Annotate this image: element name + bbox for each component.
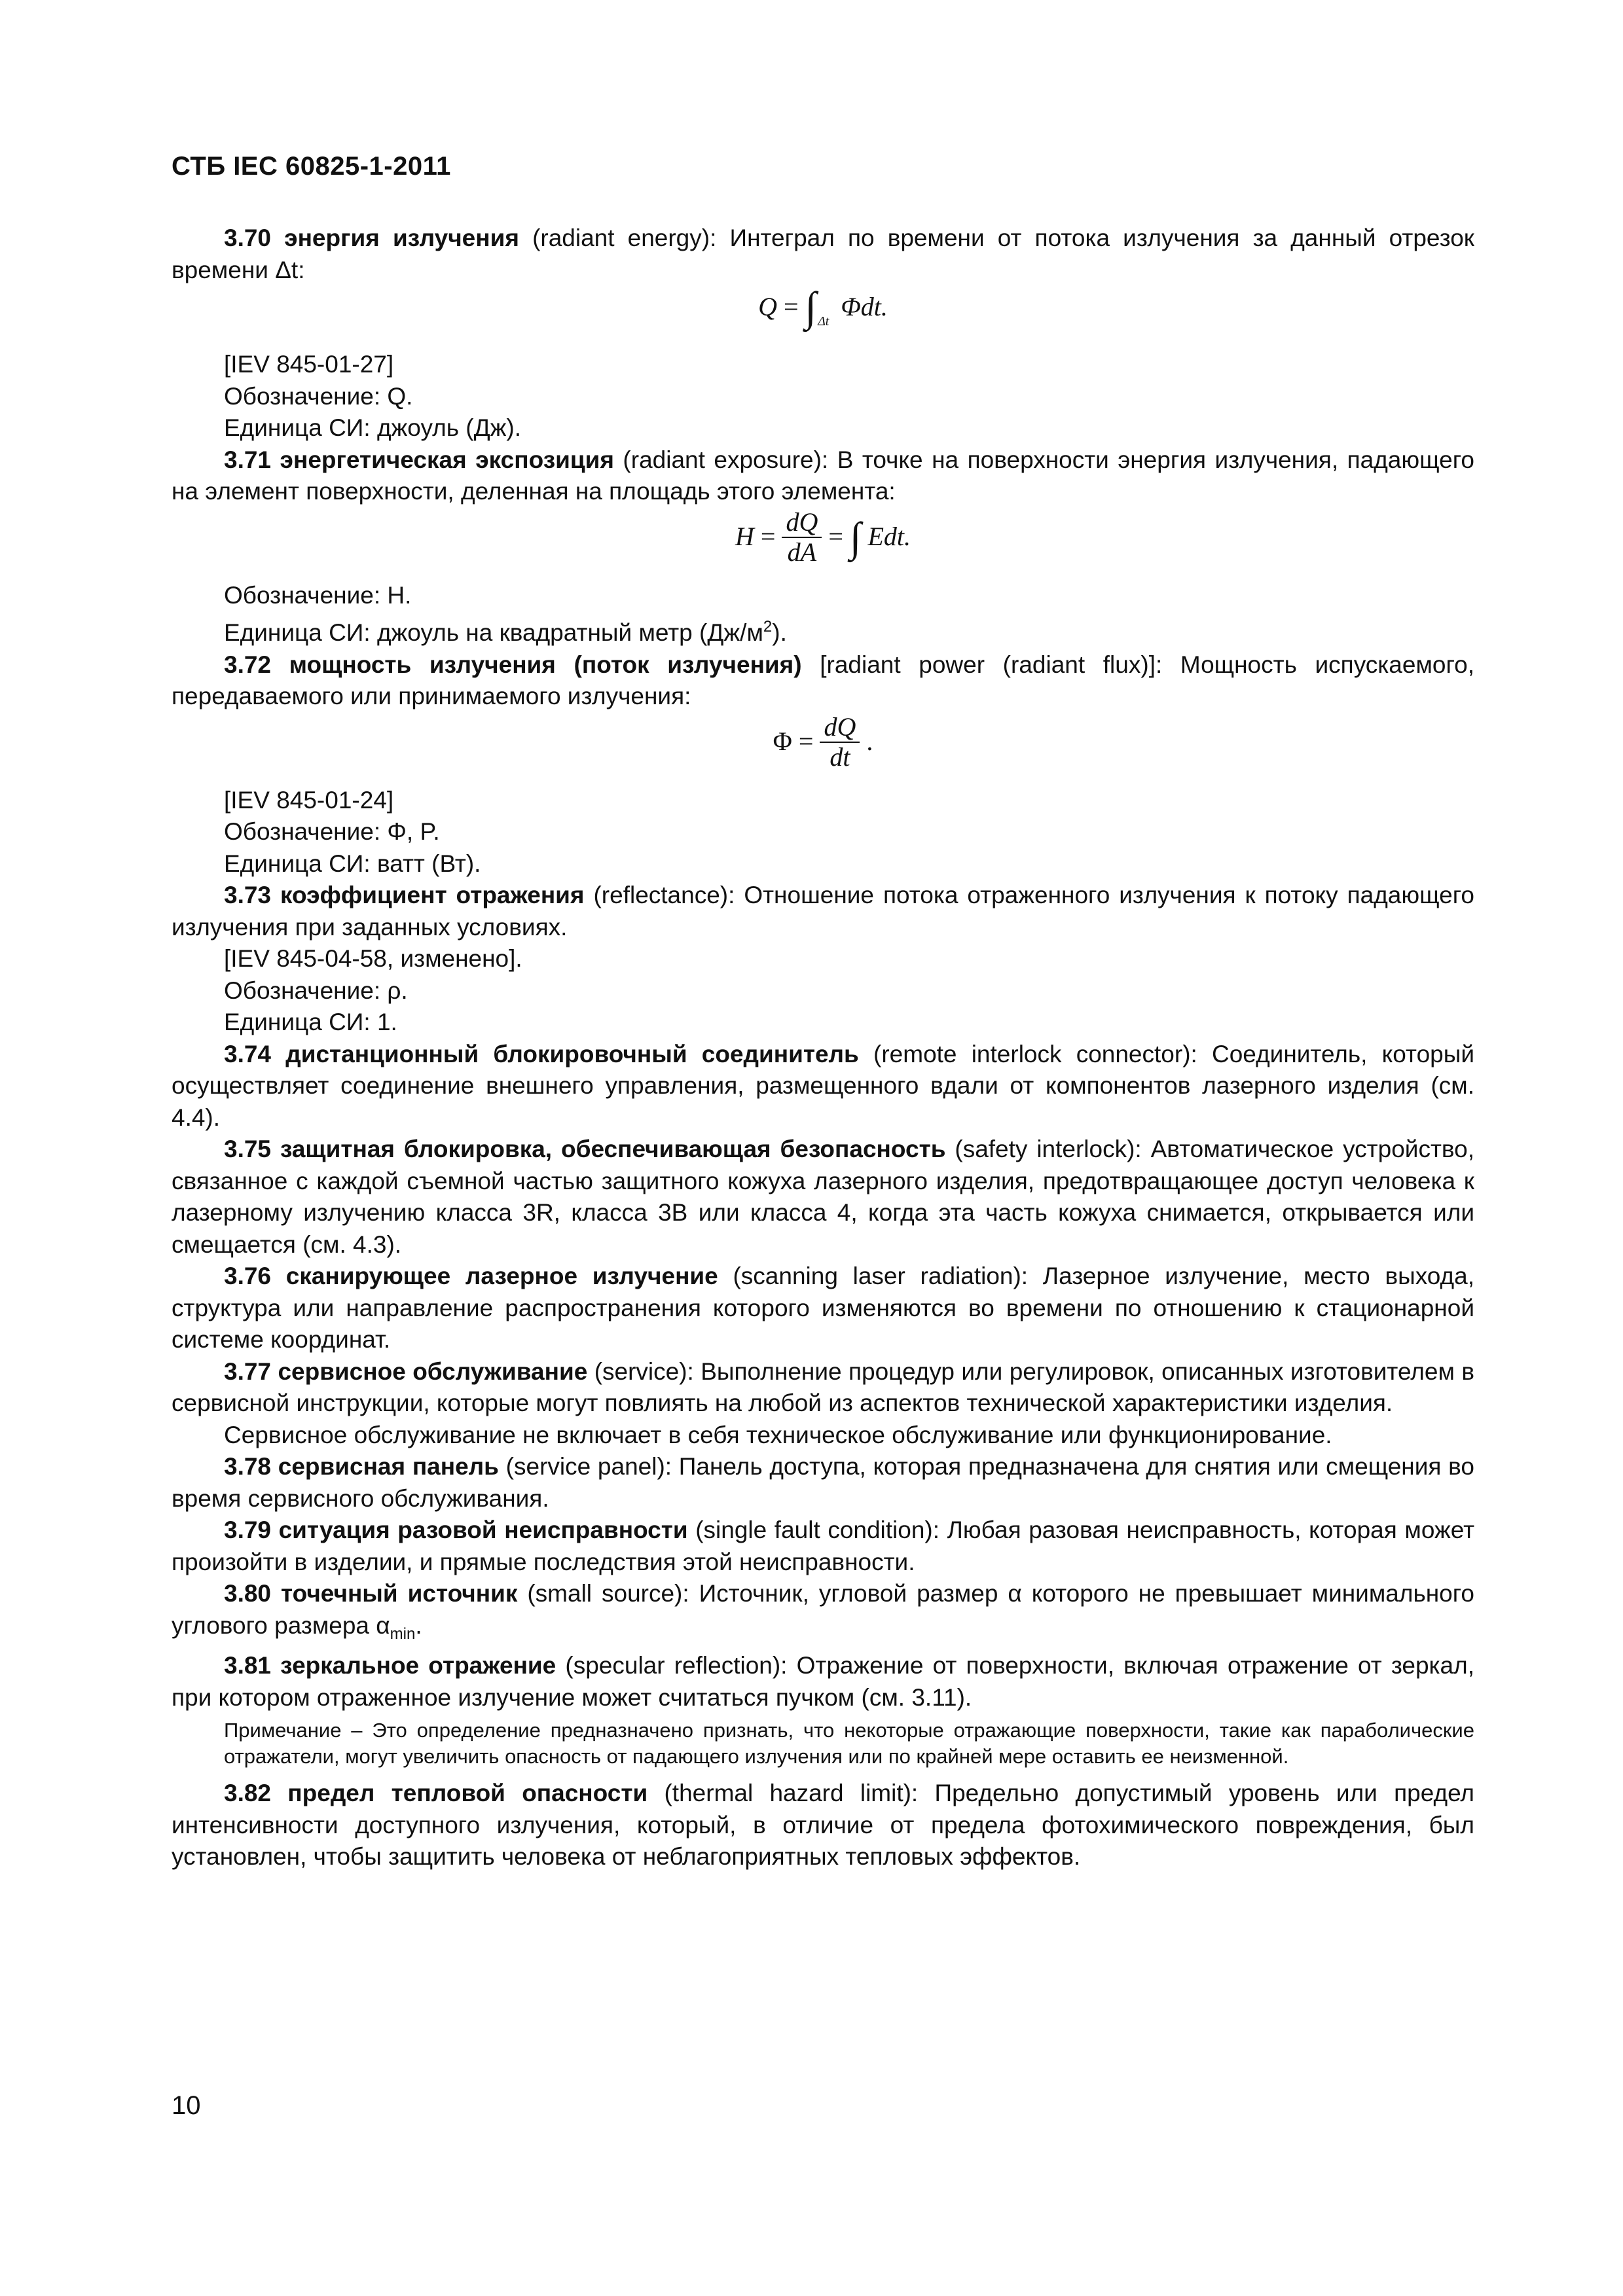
entry-text: (safety interlock): Автоматическое устройство, связанное с каждой съемной частью защитного кожуха лазерного изделия, предотвращающее доступ человека к лазерному излучению класса 3R, класса 3B или класса 4, когда эта часть кожуха снимается, открывается или смещается (см. 4.3). [172, 1136, 1474, 1258]
entry-number: 3.70 [224, 224, 272, 251]
entry-text: (thermal hazard limit): Предельно допустимый уровень или предел интенсивности доступного излучения, который, в отличие от предела фотохимического повреждения, был установлен, чтобы защитить человека от неблагоприятных тепловых эффектов. [172, 1780, 1475, 1870]
entry-number: 3.76 [224, 1263, 272, 1289]
formula-radiant-exposure [172, 508, 1474, 580]
fraction-denominator: dA [787, 537, 817, 567]
entry-3-73-unit: Единица СИ: 1. [224, 1009, 397, 1035]
formula-lhs: Φ [773, 726, 792, 757]
formula-lhs: Q [758, 291, 777, 321]
entry-3-70-ref: [IEV 845-01-27] [224, 351, 394, 378]
page-number: 10 [172, 2091, 201, 2120]
unit-superscript: 2 [763, 618, 773, 636]
entry-3-77-extra: Сервисное обслуживание не включает в себя техническое обслуживание или функционирование. [224, 1421, 1332, 1448]
entry-3-72 [172, 649, 1474, 713]
entry-3-71-unit [172, 611, 1474, 649]
formula-period: . [866, 726, 873, 757]
entry-term: сканирующее лазерное излучение [285, 1263, 718, 1289]
entry-3-76 [172, 1261, 1474, 1356]
entry-text: (single fault condition): Любая разовая неисправность, которая может произойти в изделии, и прямые последствия этой неисправности. [172, 1516, 1475, 1575]
formula-equals: = [783, 291, 799, 321]
entry-term: сервисная панель [278, 1453, 499, 1480]
document-header: СТБ IEC 60825-1-2011 [172, 152, 451, 181]
entry-text: (reflectance): Отношение потока отраженного излучения к потоку падающего излучения при заданных условиях. [172, 882, 1474, 941]
entry-3-79 [172, 1515, 1474, 1578]
fraction [782, 508, 822, 567]
integral-limit: Δt [818, 314, 830, 329]
entry-term: энергия излучения [284, 224, 519, 251]
entry-text: (small source): Источник, угловой размер α которого не превышает минимального углового размера α [172, 1580, 1475, 1639]
entry-number: 3.73 [224, 882, 272, 908]
entry-term: защитная блокировка, обеспечивающая безопасность [280, 1136, 946, 1162]
entry-number: 3.79 [224, 1516, 272, 1543]
entry-number: 3.78 [224, 1453, 272, 1480]
entry-3-72-symbol: Обозначение: Φ, P. [224, 818, 440, 845]
unit-text-end: ). [772, 619, 787, 646]
entry-text: (service panel): Панель доступа, которая предназначена для снятия или смещения во время сервисного обслуживания. [172, 1453, 1474, 1512]
entry-text: (remote interlock connector): Соединитель, который осуществляет соединение внешнего управления, размещенного вдали от компонентов лазерного изделия (см. 4.4). [172, 1040, 1474, 1131]
entry-number: 3.75 [224, 1136, 272, 1162]
entry-3-82 [172, 1778, 1474, 1873]
entry-term: энергетическая экспозиция [280, 446, 614, 473]
entry-text: (radiant exposure): В точке на поверхности энергия излучения, падающего на элемент поверхности, деленная на площадь этого элемента: [172, 446, 1474, 505]
entry-text: (specular reflection): Отражение от поверхности, включая отражение от зеркал, при котором отраженное излучение может считаться пучком (см. 3.11). [172, 1652, 1474, 1711]
entry-3-80 [172, 1578, 1474, 1650]
integral-sign: ∫ [849, 513, 862, 560]
document-body [172, 223, 1474, 1873]
fraction-numerator: dQ [782, 508, 822, 538]
entry-3-72-ref: [IEV 845-01-24] [224, 786, 394, 814]
entry-3-81-note: Примечание – Это определение предназначено признать, что некоторые отражающие поверхности, такие как параболические отражатели, могут увеличить опасность от падающего излучения или по крайней мере оставить ее неизменной. [224, 1719, 1474, 1768]
entry-3-71-symbol: Обозначение: H. [224, 581, 412, 609]
entry-3-72-unit: Единица СИ: ватт (Вт). [224, 850, 481, 877]
entry-3-70-symbol: Обозначение: Q. [224, 382, 413, 410]
fraction-denominator: dt [830, 742, 850, 772]
entry-3-73 [172, 880, 1474, 943]
entry-term: коэффициент отражения [280, 882, 585, 908]
entry-number: 3.80 [224, 1580, 272, 1607]
entry-text-end: . [415, 1611, 422, 1639]
entry-term: мощность излучения (поток излучения) [289, 651, 802, 678]
entry-3-75 [172, 1134, 1474, 1261]
entry-term: зеркальное отражение [280, 1652, 556, 1679]
unit-text: Единица СИ: джоуль на квадратный метр (Дж/м [224, 619, 763, 646]
formula-equals: = [798, 726, 814, 757]
entry-3-71 [172, 444, 1474, 508]
entry-3-73-symbol: Обозначение: ρ. [224, 977, 408, 1004]
formula-integrand: Φdt. [841, 291, 888, 321]
entry-text: (scanning laser radiation): Лазерное излучение, место выхода, структура или направление распространения которого изменяются во времени по отношению к стационарной системе координат. [172, 1263, 1475, 1353]
formula-radiant-power [172, 713, 1474, 785]
entry-3-73-ref: [IEV 845-04-58, изменено]. [224, 945, 522, 972]
entry-term: точечный источник [281, 1580, 518, 1607]
entry-number: 3.74 [224, 1040, 272, 1067]
entry-3-81 [172, 1650, 1474, 1713]
entry-number: 3.82 [224, 1780, 272, 1806]
entry-3-78 [172, 1451, 1474, 1515]
entry-term: дистанционный блокировочный соединитель [285, 1040, 859, 1067]
formula-integrand: Edt. [867, 522, 911, 552]
entry-text: [radiant power (radiant flux)]: Мощность испускаемого, передаваемого или принимаемого излучения: [172, 651, 1474, 709]
fraction [820, 713, 860, 772]
entry-term: сервисное обслуживание [278, 1357, 588, 1385]
entry-text: (radiant energy): Интеграл по времени от потока излучения за данный отрезок времени Δt: [172, 224, 1474, 283]
entry-term: предел тепловой опасности [287, 1780, 648, 1806]
entry-number: 3.81 [224, 1652, 272, 1679]
entry-3-74 [172, 1039, 1474, 1134]
entry-number: 3.71 [224, 446, 272, 473]
entry-text: (service): Выполнение процедур или регулировок, описанных изготовителем в сервисной инструкции, которые могут повлиять на любой из аспектов технической характеристики изделия. [172, 1357, 1474, 1416]
formula-radiant-energy [172, 283, 1474, 349]
fraction-numerator: dQ [820, 713, 860, 743]
entry-number: 3.77 [224, 1357, 272, 1385]
entry-3-70-unit: Единица СИ: джоуль (Дж). [224, 414, 522, 441]
entry-number: 3.72 [224, 651, 272, 678]
integral-sign: ∫ [805, 283, 817, 330]
formula-equals-2: = [828, 522, 843, 552]
entry-3-70 [172, 223, 1474, 286]
formula-equals: = [760, 522, 776, 552]
entry-term: ситуация разовой неисправности [278, 1516, 688, 1543]
formula-lhs: H [735, 522, 754, 552]
entry-3-77 [172, 1356, 1474, 1420]
alpha-subscript: min [390, 1624, 416, 1643]
